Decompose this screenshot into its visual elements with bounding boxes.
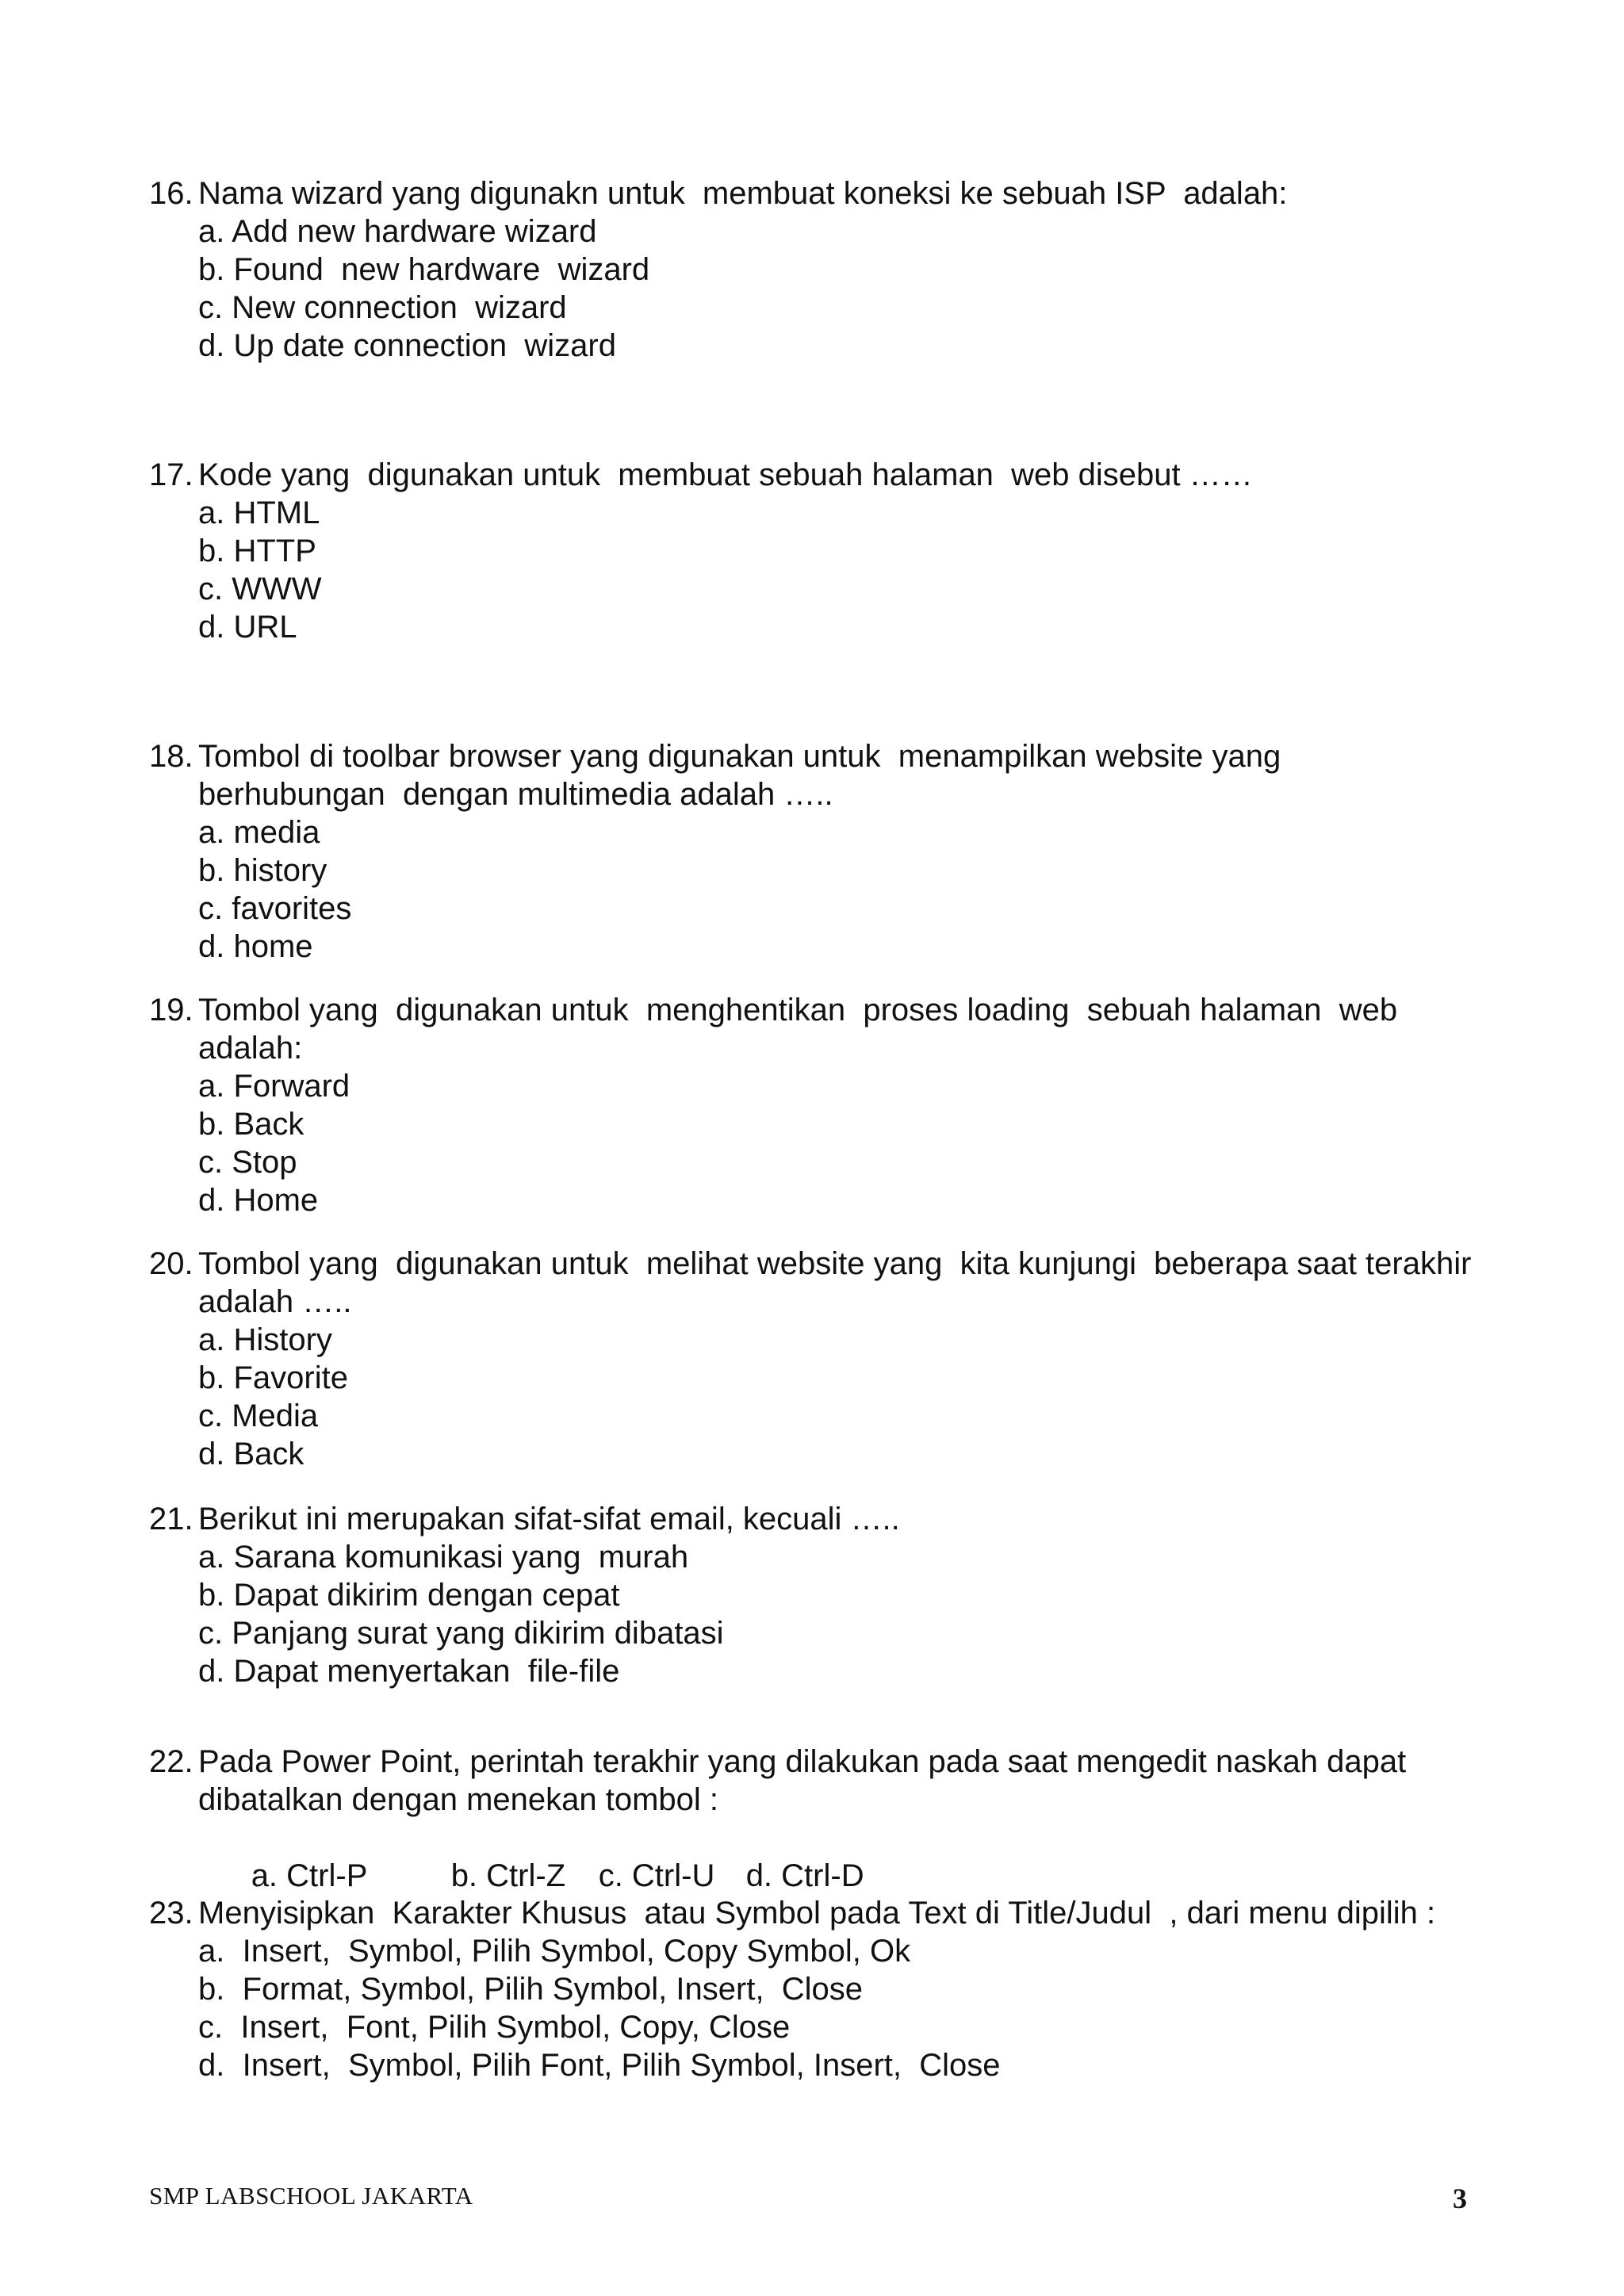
question-text: Tombol yang digunakan untuk menghentikan proses loading sebuah halaman web — [198, 993, 1398, 1027]
question-text: Tombol yang digunakan untuk melihat website yang kita kunjungi beberapa saat terakhir — [198, 1246, 1472, 1281]
option: b. HTTP — [198, 534, 316, 568]
option: a. Ctrl-P — [251, 1858, 368, 1893]
question-19 — [149, 991, 1513, 1219]
question-text: Kode yang digunakan untuk membuat sebuah halaman web disebut …… — [198, 457, 1253, 492]
option: a. media — [198, 815, 320, 850]
option: b. Back — [198, 1107, 304, 1142]
option: a. Forward — [198, 1069, 350, 1104]
question-number: 19. — [149, 993, 193, 1027]
question-text: Menyisipkan Karakter Khusus atau Symbol pada Text di Title/Judul , dari menu dipilih : — [198, 1896, 1436, 1931]
option: d. Up date connection wizard — [198, 328, 616, 363]
question-text: adalah: — [198, 1031, 303, 1066]
option: b. Dapat dikirim dengan cepat — [198, 1578, 620, 1613]
question-number: 18. — [149, 739, 193, 774]
footer-school-name: SMP LABSCHOOL JAKARTA — [149, 2182, 473, 2210]
option: b. history — [198, 853, 327, 888]
option: c. Panjang surat yang dikirim dibatasi — [198, 1616, 724, 1651]
question-16 — [149, 174, 1513, 365]
question-17 — [149, 456, 1513, 646]
page-number: 3 — [1453, 2183, 1467, 2214]
option: c. Ctrl-U — [598, 1858, 715, 1893]
option: b. Found new hardware wizard — [198, 252, 650, 287]
option: a. HTML — [198, 496, 320, 530]
question-text: adalah ….. — [198, 1284, 352, 1319]
option: a. Add new hardware wizard — [198, 214, 597, 249]
option: c. Stop — [198, 1145, 297, 1180]
option: a. Sarana komunikasi yang murah — [198, 1540, 689, 1575]
option: d. Insert, Symbol, Pilih Font, Pilih Symbol, Insert, Close — [198, 2048, 1001, 2083]
option: c. WWW — [198, 572, 322, 607]
option: d. Dapat menyertakan file-file — [198, 1654, 620, 1689]
question-text: Tombol di toolbar browser yang digunakan untuk menampilkan website yang — [198, 739, 1281, 774]
question-text: Nama wizard yang digunakn untuk membuat koneksi ke sebuah ISP adalah: — [198, 176, 1288, 211]
option: b. Ctrl-Z — [450, 1858, 566, 1893]
question-text: dibatalkan dengan menekan tombol : — [198, 1782, 719, 1817]
option: c. Insert, Font, Pilih Symbol, Copy, Close — [198, 2010, 791, 2045]
question-number: 23. — [149, 1896, 193, 1931]
question-number: 22. — [149, 1744, 193, 1779]
option: d. URL — [198, 610, 297, 645]
question-number: 16. — [149, 176, 193, 211]
option: b. Favorite — [198, 1360, 348, 1395]
option: a. History — [198, 1322, 332, 1357]
question-23 — [149, 1894, 1513, 2084]
question-21 — [149, 1500, 1513, 1690]
question-text: Pada Power Point, perintah terakhir yang dilakukan pada saat mengedit naskah dapat — [198, 1744, 1407, 1779]
question-18 — [149, 737, 1513, 966]
question-number: 21. — [149, 1502, 193, 1536]
option: c. favorites — [198, 891, 352, 926]
question-text: berhubungan dengan multimedia adalah ….. — [198, 777, 833, 812]
option: d. Home — [198, 1183, 319, 1218]
option: d. Ctrl-D — [745, 1858, 864, 1893]
question-20 — [149, 1245, 1513, 1473]
question-number: 20. — [149, 1246, 193, 1281]
option: c. Media — [198, 1399, 319, 1433]
question-text: Berikut ini merupakan sifat-sifat email, kecuali ….. — [198, 1502, 900, 1536]
question-number: 17. — [149, 457, 193, 492]
option: b. Format, Symbol, Pilih Symbol, Insert, Close — [198, 1972, 864, 2007]
option: c. New connection wizard — [198, 290, 567, 325]
option: d. Back — [198, 1437, 304, 1471]
option: d. home — [198, 929, 313, 964]
option: a. Insert, Symbol, Pilih Symbol, Copy Symbol, Ok — [198, 1934, 911, 1969]
